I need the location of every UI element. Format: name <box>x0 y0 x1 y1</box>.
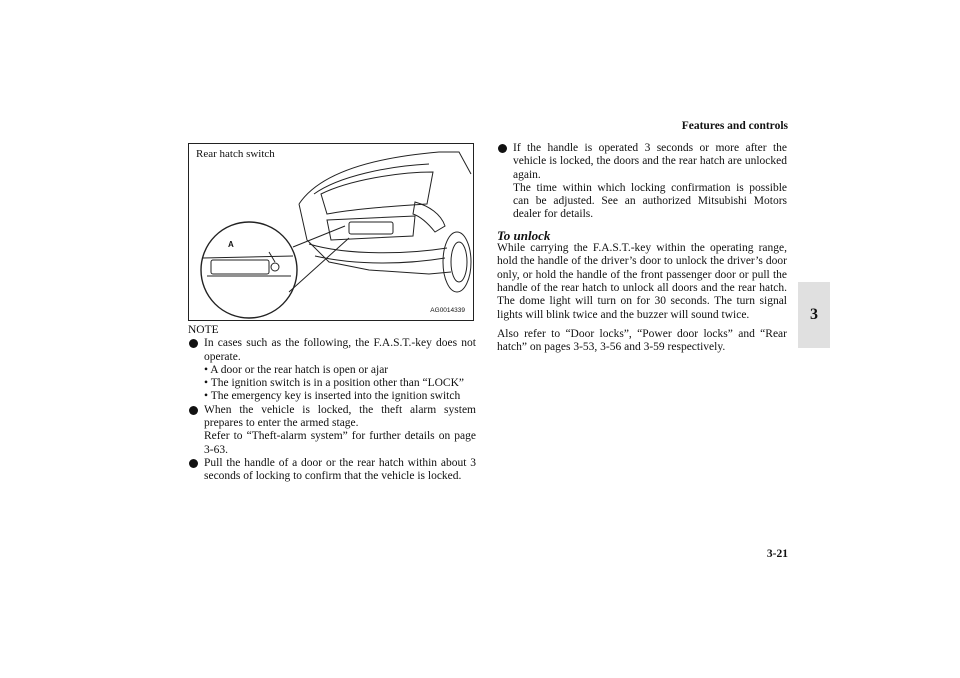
note-sub-item: • A door or the rear hatch is open or ajar <box>204 363 389 376</box>
paragraph <box>497 242 787 322</box>
bullet-icon <box>498 144 507 153</box>
note-bullet-text: When the vehicle is locked, the theft alarm system prepares to enter the armed stage. <box>204 403 476 430</box>
chapter-tab <box>798 282 830 348</box>
right-column <box>497 142 787 360</box>
note-bullet-text: In cases such as the following, the F.A.S.T.-key does not operate. <box>204 337 476 363</box>
figure-code: AG0014339 <box>430 307 465 314</box>
paragraph: Also refer to “Door locks”, “Power door locks” and “Rear hatch” on pages 3-53, 3-56 and 3-59 respectively. <box>497 327 787 354</box>
note-bullet-text: If the handle is operated 3 seconds or more after the vehicle is locked, the doors and the rear hatch are unlocked again. <box>513 142 787 181</box>
rear-hatch-illustration <box>189 144 474 321</box>
paragraph-text: While carrying the F.A.S.T.-key within the operating range, hold the handle of the driver’s door to unlock the driver’s door only, or hold the handle of the front passenger door or pull the handle of the rear hatch to unlock all doors and the rear hatch. <box>497 242 787 294</box>
rear-hatch-figure <box>188 143 474 321</box>
section-heading: To unlock <box>497 227 551 243</box>
note-sub-item: • The ignition switch is in a position other than “LOCK” <box>204 377 464 390</box>
note-sub-item: The time within which locking confirmation is possible can be adjusted. See an authorized Mitsubishi Motors dealer for details. <box>513 181 787 221</box>
note-bullet <box>188 337 476 403</box>
paragraph-text: The dome light will turn on for 30 seconds. The turn signal lights will blink twice and the buzzer will sound twice. <box>497 295 787 321</box>
note-bullet <box>188 404 476 457</box>
bullet-icon <box>189 459 198 468</box>
note-bullet-text: Pull the handle of a door or the rear hatch within about 3 seconds of locking to confirm that the vehicle is locked. <box>204 456 476 483</box>
note-sub-item: • The emergency key is inserted into the ignition switch <box>204 390 461 403</box>
note-title: NOTE <box>188 324 219 336</box>
figure-label: Rear hatch switch <box>196 148 275 160</box>
callout-label-a: A <box>228 240 234 249</box>
page-number: 3-21 <box>766 548 788 560</box>
chapter-number: 3 <box>810 306 818 323</box>
note-bullet <box>188 457 476 484</box>
bullet-icon <box>189 406 198 415</box>
note-sub-item: Refer to “Theft-alarm system” for further details on page 3-63. <box>204 430 476 456</box>
bullet-icon <box>189 339 198 348</box>
note-bullet <box>497 142 787 222</box>
note-section <box>188 324 476 484</box>
running-header: Features and controls <box>681 120 788 132</box>
